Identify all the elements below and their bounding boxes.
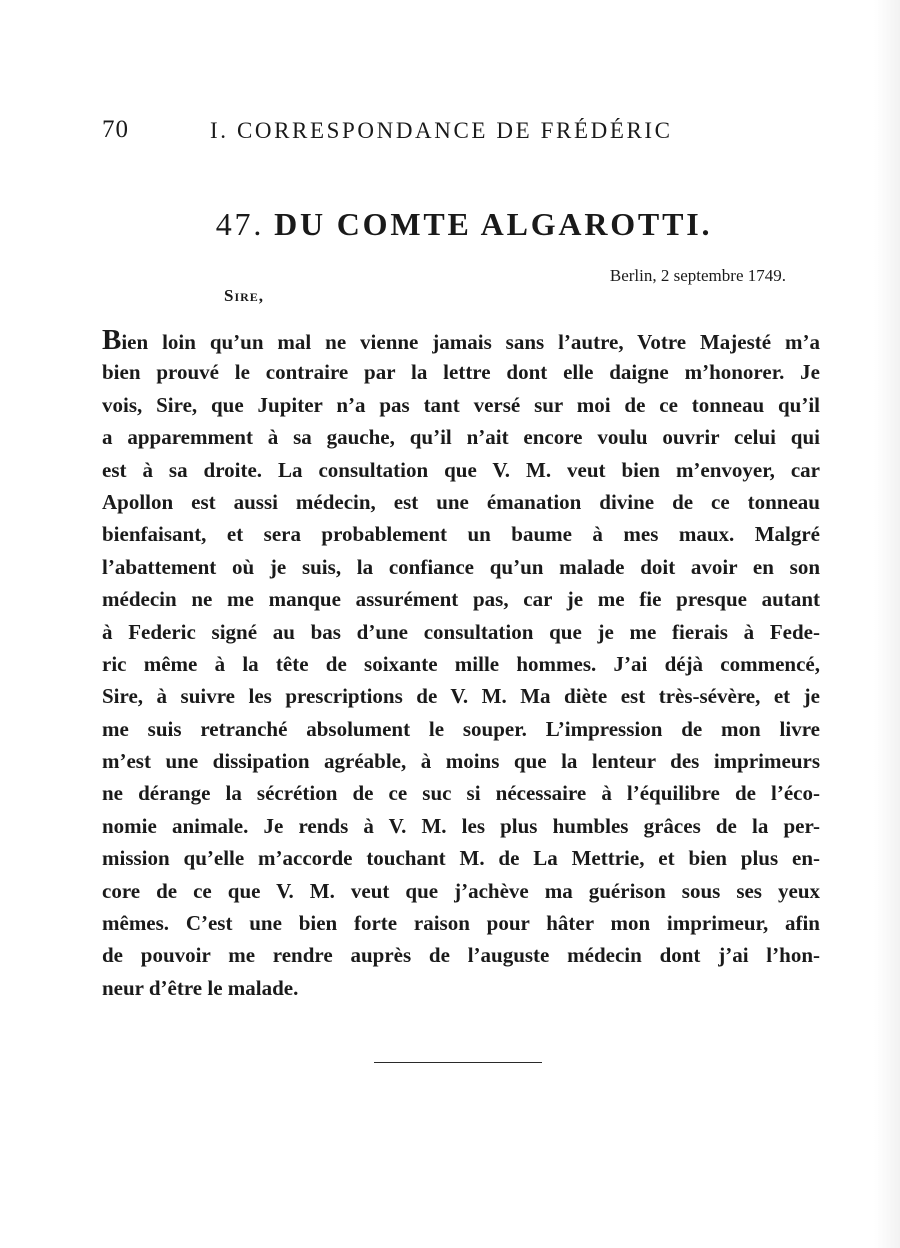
text-line: bien prouvé le contraire par la lettre dont elle daigne m’honorer. Je (102, 360, 820, 385)
letter-title (0, 206, 900, 243)
text-line: l’abattement où je suis, la confiance qu’un malade doit avoir en son (102, 554, 820, 579)
text-line: de pouvoir me rendre auprès de l’auguste médecin dont j’ai l’hon- (102, 943, 820, 968)
text-line: neur d’être le malade. (102, 975, 299, 1000)
text-line: core de ce que V. M. veut que j’achève ma guérison sous ses yeux (102, 878, 820, 903)
text-line: à Federic signé au bas d’une consultation que je me fierais à Fede- (102, 619, 820, 644)
text-line: ric même à la tête de soixante mille hommes. J’ai déjà commencé, (102, 651, 820, 676)
running-header (102, 116, 742, 148)
letter-dateline: Berlin, 2 septembre 1749. (609, 266, 786, 285)
letter-body (102, 324, 820, 1004)
text-line: me suis retranché absolument le souper. L’impression de mon livre (102, 716, 820, 741)
text-line: m’est une dissipation agréable, à moins que la lenteur des imprimeurs (102, 749, 820, 774)
text-line: est à sa droite. La consultation que V. M. veut bien m’envoyer, car (102, 457, 820, 482)
text-line: vois, Sire, que Jupiter n’a pas tant versé sur moi de ce tonneau qu’il (102, 392, 820, 417)
page-edge-shadow (874, 0, 900, 1248)
text-line: mêmes. C’est une bien forte raison pour hâter mon imprimeur, afin (102, 911, 820, 936)
text-line: Apollon est aussi médecin, est une émanation divine de ce tonneau (102, 489, 820, 514)
text-line: nomie animale. Je rends à V. M. les plus humbles grâces de la per- (102, 813, 820, 838)
text-line: bienfaisant, et sera probablement un baume à mes maux. Malgré (102, 522, 820, 547)
drop-initial: B (102, 324, 122, 356)
section-divider-rule (374, 1062, 542, 1063)
running-title: I. CORRESPONDANCE DE FRÉDÉRIC (210, 118, 673, 143)
text-line-content: ien loin qu’un mal ne vienne jamais sans l’autre, Votre Majesté m’a (121, 330, 820, 354)
text-line: médecin ne me manque assurément pas, car je me fie presque autant (102, 587, 820, 612)
letter-number: 47. (215, 206, 265, 242)
letter-salutation: Sire, (224, 286, 265, 305)
text-line: Sire, à suivre les prescriptions de V. M. Ma diète est très-sévère, et je (102, 684, 820, 709)
text-line: mission qu’elle m’accorde touchant M. de La Mettrie, et bien plus en- (102, 846, 820, 871)
text-line: a apparemment à sa gauche, qu’il n’ait encore voulu ouvrir celui qui (102, 425, 820, 450)
page-number: 70 (102, 116, 129, 143)
letter-heading: DU COMTE ALGAROTTI. (274, 206, 713, 242)
text-line (102, 324, 820, 356)
text-line: ne dérange la sécrétion de ce suc si nécessaire à l’équilibre de l’éco- (102, 781, 820, 806)
